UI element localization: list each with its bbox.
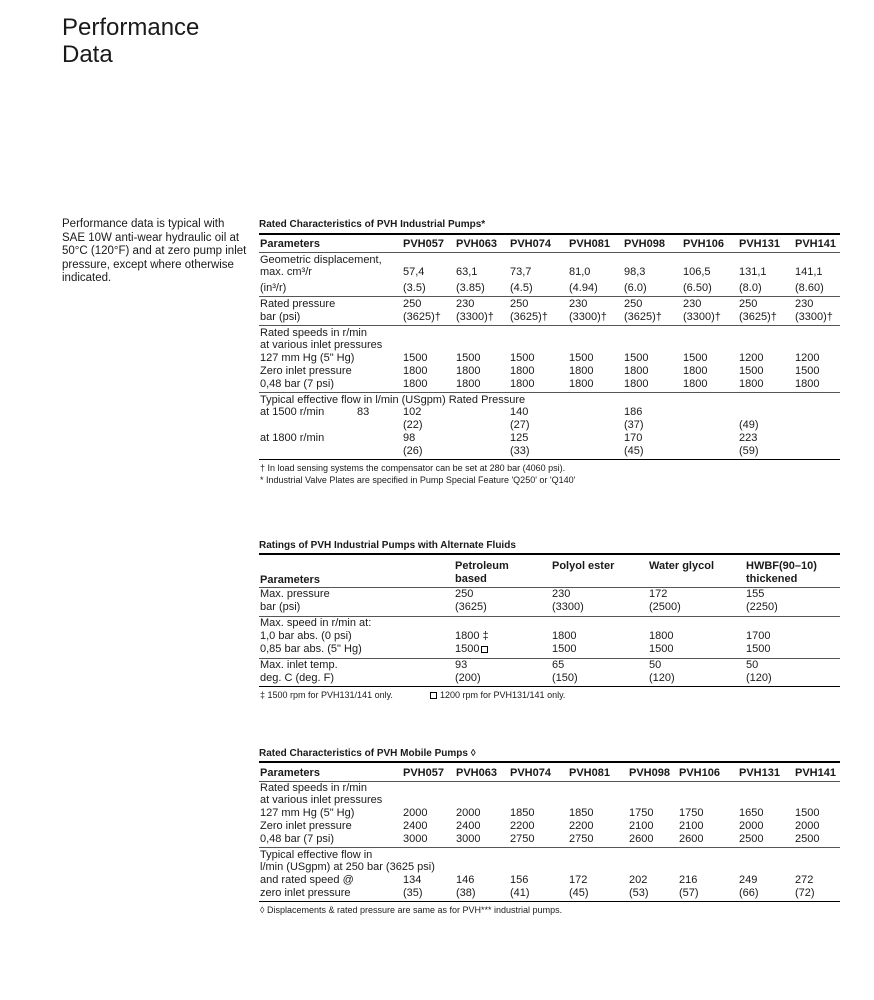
table-cell: 1850 xyxy=(510,807,535,819)
footnote: ‡ 1500 rpm for PVH131/141 only. xyxy=(260,690,393,700)
table-cell: 140 xyxy=(510,406,529,418)
table-cell: 172 xyxy=(649,588,668,600)
fluid-header: Petroleum xyxy=(455,560,509,572)
table-cell: 170 xyxy=(624,432,643,444)
table-cell: (8.60) xyxy=(795,282,824,294)
row-label: 0,48 bar (7 psi) xyxy=(260,833,334,845)
table-cell: (3625)† xyxy=(739,311,777,323)
table-cell: (33) xyxy=(510,445,530,457)
table-cell: (3300)† xyxy=(795,311,833,323)
table-cell: (3625)† xyxy=(624,311,662,323)
table-cell: 202 xyxy=(629,874,648,886)
table-cell: (150) xyxy=(552,672,578,684)
row-label: at various inlet pressures xyxy=(260,794,383,806)
table-cell: (6.0) xyxy=(624,282,647,294)
model-header: PVH081 xyxy=(569,238,610,250)
fluid-header: Water glycol xyxy=(649,560,714,572)
table-cell: 3000 xyxy=(456,833,481,845)
table-cell: 1500 xyxy=(624,352,649,364)
table-cell: 1750 xyxy=(629,807,654,819)
table-cell: 65 xyxy=(552,659,565,671)
footnote-with-mark xyxy=(430,690,565,700)
table-cell: (45) xyxy=(624,445,644,457)
row-rule xyxy=(259,392,840,393)
param-header: Parameters xyxy=(260,574,320,586)
table-cell: 98,3 xyxy=(624,266,646,278)
table-cell: 186 xyxy=(624,406,643,418)
table-cell: 1500 xyxy=(569,352,594,364)
table-cell: (3625) xyxy=(455,601,487,613)
table-cell: 1800 xyxy=(510,378,535,390)
row-label: Max. pressure xyxy=(260,588,330,600)
industrial-pumps-table xyxy=(259,218,840,488)
side-note: Performance data is typical with SAE 10W anti-wear hydraulic oil at 50°C (120°F) and at zero pump inlet pressure, except where otherwise indicated. xyxy=(62,218,247,285)
table-cell: (45) xyxy=(569,887,589,899)
table-cell: 134 xyxy=(403,874,422,886)
row-label: 1,0 bar abs. (0 psi) xyxy=(260,630,352,642)
table-cell: 1500 xyxy=(455,643,480,655)
table-cell: 2600 xyxy=(679,833,704,845)
row-label: 0,48 bar (7 psi) xyxy=(260,378,334,390)
table-cell: 216 xyxy=(679,874,698,886)
table-cell: (6.50) xyxy=(683,282,712,294)
table-cell: 106,5 xyxy=(683,266,711,278)
table-title: Rated Characteristics of PVH Mobile Pumps ◊ xyxy=(259,748,476,759)
table-cell: 50 xyxy=(649,659,662,671)
table-cell: 1800 xyxy=(683,378,708,390)
table-cell: 2400 xyxy=(456,820,481,832)
table-cell: 230 xyxy=(795,298,814,310)
row-label: at 1500 r/min xyxy=(260,406,325,418)
table-cell: (59) xyxy=(739,445,759,457)
table-bottom-rule xyxy=(259,459,840,460)
table-cell: (26) xyxy=(403,445,423,457)
table-cell: (200) xyxy=(455,672,481,684)
model-header: PVH063 xyxy=(456,767,497,779)
table-cell: 1800 ‡ xyxy=(455,630,489,642)
table-cell: 250 xyxy=(455,588,474,600)
table-cell: 1200 xyxy=(795,352,820,364)
page-title-line1: Performance xyxy=(62,14,200,41)
row-label: max. cm³/r xyxy=(260,266,312,278)
param-header: Parameters xyxy=(260,238,320,250)
table-cell: 1800 xyxy=(403,365,428,377)
table-cell: 250 xyxy=(510,298,529,310)
model-header: PVH098 xyxy=(629,767,670,779)
alternate-fluids-table xyxy=(259,539,840,709)
table-cell: 1800 xyxy=(552,630,577,642)
table-cell: (8.0) xyxy=(739,282,762,294)
table-cell: (3300) xyxy=(552,601,584,613)
table-cell: 2000 xyxy=(456,807,481,819)
table-cell: 1800 xyxy=(649,630,674,642)
table-title: Rated Characteristics of PVH Industrial Pumps* xyxy=(259,219,486,230)
table-cell: 2200 xyxy=(510,820,535,832)
model-header: PVH081 xyxy=(569,767,610,779)
table-cell: 155 xyxy=(746,588,765,600)
row-label: deg. C (deg. F) xyxy=(260,672,334,684)
table-cell: 2500 xyxy=(795,833,820,845)
model-header: PVH106 xyxy=(683,238,724,250)
table-cell: 1500 xyxy=(403,352,428,364)
table-cell: 1500 xyxy=(456,352,481,364)
model-header: PVH141 xyxy=(795,767,836,779)
table-cell: 1200 xyxy=(739,352,764,364)
table-cell: (3.5) xyxy=(403,282,426,294)
table-cell: (57) xyxy=(679,887,699,899)
fluid-header: HWBF(90–10) xyxy=(746,560,817,572)
row-rule xyxy=(259,847,840,848)
table-cell: (3625)† xyxy=(403,311,441,323)
table-cell: (3300)† xyxy=(683,311,721,323)
square-mark-icon xyxy=(430,692,437,699)
model-header: PVH131 xyxy=(739,238,780,250)
table-top-rule xyxy=(259,553,840,555)
table-cell: 2400 xyxy=(403,820,428,832)
table-cell: 250 xyxy=(403,298,422,310)
table-cell: 1800 xyxy=(569,378,594,390)
table-cell: (3625)† xyxy=(510,311,548,323)
table-cell: (72) xyxy=(795,887,815,899)
row-rule xyxy=(259,252,840,253)
footnote: ◊ Displacements & rated pressure are same as for PVH*** industrial pumps. xyxy=(260,905,563,915)
model-header: PVH106 xyxy=(679,767,720,779)
table-cell: (22) xyxy=(403,419,423,431)
table-cell-with-mark xyxy=(455,643,488,655)
row-rule xyxy=(259,325,840,326)
row-label: Typical effective flow in l/min (USgpm) Rated Pressure xyxy=(260,394,526,406)
table-cell: (120) xyxy=(746,672,772,684)
table-cell: 1850 xyxy=(569,807,594,819)
table-cell: (27) xyxy=(510,419,530,431)
table-cell: 2100 xyxy=(629,820,654,832)
table-cell: 2600 xyxy=(629,833,654,845)
table-cell: 57,4 xyxy=(403,266,425,278)
table-cell: (3300)† xyxy=(569,311,607,323)
table-cell: (2500) xyxy=(649,601,681,613)
row-label: Rated speeds in r/min xyxy=(260,782,367,794)
table-cell: (66) xyxy=(739,887,759,899)
table-cell: 73,7 xyxy=(510,266,532,278)
fluid-header: based xyxy=(455,573,487,585)
footnote: † In load sensing systems the compensator can be set at 280 bar (4060 psi). xyxy=(260,463,566,473)
table-top-rule xyxy=(259,761,840,763)
table-cell: (4.94) xyxy=(569,282,598,294)
page-title xyxy=(62,14,199,68)
table-cell: 2750 xyxy=(510,833,535,845)
table-cell: (3300)† xyxy=(456,311,494,323)
row-label: Max. inlet temp. xyxy=(260,659,338,671)
row-label: at 1800 r/min xyxy=(260,432,325,444)
table-cell: 2000 xyxy=(739,820,764,832)
model-header: PVH098 xyxy=(624,238,665,250)
table-cell: 1800 xyxy=(624,378,649,390)
table-cell: (3.85) xyxy=(456,282,485,294)
table-cell: 146 xyxy=(456,874,475,886)
table-cell: (4.5) xyxy=(510,282,533,294)
table-cell: 1500 xyxy=(510,352,535,364)
table-cell: 1800 xyxy=(569,365,594,377)
model-header: PVH074 xyxy=(510,767,551,779)
table-cell: 1500 xyxy=(649,643,674,655)
table-cell: 1800 xyxy=(739,378,764,390)
table-cell: 223 xyxy=(739,432,758,444)
row-label: Rated pressure xyxy=(260,298,336,310)
table-cell: 1800 xyxy=(510,365,535,377)
param-header: Parameters xyxy=(260,767,320,779)
table-cell: 1750 xyxy=(679,807,704,819)
row-label: and rated speed @ xyxy=(260,874,354,886)
table-cell: 172 xyxy=(569,874,588,886)
table-cell: 2500 xyxy=(739,833,764,845)
table-cell: 2000 xyxy=(795,820,820,832)
table-cell: (2250) xyxy=(746,601,778,613)
model-header: PVH057 xyxy=(403,238,444,250)
model-header: PVH057 xyxy=(403,767,444,779)
table-cell: 230 xyxy=(456,298,475,310)
table-cell: 249 xyxy=(739,874,758,886)
table-cell: 125 xyxy=(510,432,529,444)
table-cell: 81,0 xyxy=(569,266,591,278)
table-cell: (38) xyxy=(456,887,476,899)
row-label: at various inlet pressures xyxy=(260,339,383,351)
table-cell: 1800 xyxy=(795,378,820,390)
table-cell: 1800 xyxy=(683,365,708,377)
table-cell: (35) xyxy=(403,887,423,899)
row-rule xyxy=(259,296,840,297)
table-cell: 63,1 xyxy=(456,266,478,278)
table-cell: 230 xyxy=(569,298,588,310)
table-cell: 2000 xyxy=(403,807,428,819)
table-cell: 156 xyxy=(510,874,529,886)
row-label: 127 mm Hg (5" Hg) xyxy=(260,352,355,364)
table-cell: (37) xyxy=(624,419,644,431)
table-cell: 1500 xyxy=(795,807,820,819)
fluid-header: thickened xyxy=(746,573,798,585)
table-cell: 230 xyxy=(552,588,571,600)
table-cell: 250 xyxy=(624,298,643,310)
row-label: bar (psi) xyxy=(260,311,301,323)
table-cell: 1500 xyxy=(795,365,820,377)
table-cell: 1500 xyxy=(683,352,708,364)
table-cell: 50 xyxy=(746,659,759,671)
row-label: bar (psi) xyxy=(260,601,301,613)
table-cell: 1800 xyxy=(456,378,481,390)
table-cell: 1500 xyxy=(746,643,771,655)
table-cell: 2100 xyxy=(679,820,704,832)
table-cell: 102 xyxy=(403,406,422,418)
row-label: (in³/r) xyxy=(260,282,287,294)
row-label: Typical effective flow in xyxy=(260,849,373,861)
row-label: l/min (USgpm) at 250 bar (3625 psi) xyxy=(260,861,435,873)
table-bottom-rule xyxy=(259,901,840,902)
table-cell: 2750 xyxy=(569,833,594,845)
table-cell: 1800 xyxy=(456,365,481,377)
table-cell: (49) xyxy=(739,419,759,431)
table-cell: (120) xyxy=(649,672,675,684)
square-mark-icon xyxy=(481,646,488,653)
table-cell: 250 xyxy=(739,298,758,310)
table-cell: 1500 xyxy=(739,365,764,377)
mobile-pumps-table xyxy=(259,747,840,922)
fluid-header: Polyol ester xyxy=(552,560,615,572)
row-label: 0,85 bar abs. (5" Hg) xyxy=(260,643,362,655)
table-cell: 1500 xyxy=(552,643,577,655)
table-cell: 1650 xyxy=(739,807,764,819)
table-cell: (41) xyxy=(510,887,530,899)
table-cell: 1800 xyxy=(403,378,428,390)
table-top-rule xyxy=(259,233,840,235)
table-cell: 1800 xyxy=(624,365,649,377)
table-cell: 98 xyxy=(403,432,416,444)
row-label: Rated speeds in r/min xyxy=(260,327,367,339)
footnote: * Industrial Valve Plates are specified in Pump Special Feature 'Q250' or 'Q140' xyxy=(260,475,576,485)
table-cell: 272 xyxy=(795,874,814,886)
model-header: PVH141 xyxy=(795,238,836,250)
table-cell: 141,1 xyxy=(795,266,823,278)
table-cell: (53) xyxy=(629,887,649,899)
model-header: PVH074 xyxy=(510,238,551,250)
row-label: Geometric displacement, xyxy=(260,254,382,266)
row-label: 127 mm Hg (5" Hg) xyxy=(260,807,355,819)
model-header: PVH063 xyxy=(456,238,497,250)
row-label: Zero inlet pressure xyxy=(260,820,352,832)
row-label: Max. speed in r/min at: xyxy=(260,617,372,629)
table-cell: 93 xyxy=(455,659,468,671)
table-cell: 230 xyxy=(683,298,702,310)
page-title-line2: Data xyxy=(62,41,113,68)
table-cell: 1700 xyxy=(746,630,771,642)
table-cell: 83 xyxy=(357,406,370,418)
table-cell: 131,1 xyxy=(739,266,767,278)
footnote: 1200 rpm for PVH131/141 only. xyxy=(440,690,566,700)
table-cell: 3000 xyxy=(403,833,428,845)
row-label: zero inlet pressure xyxy=(260,887,351,899)
row-label: Zero inlet pressure xyxy=(260,365,352,377)
table-bottom-rule xyxy=(259,686,840,687)
table-title: Ratings of PVH Industrial Pumps with Alternate Fluids xyxy=(259,540,516,551)
model-header: PVH131 xyxy=(739,767,780,779)
table-cell: 2200 xyxy=(569,820,594,832)
